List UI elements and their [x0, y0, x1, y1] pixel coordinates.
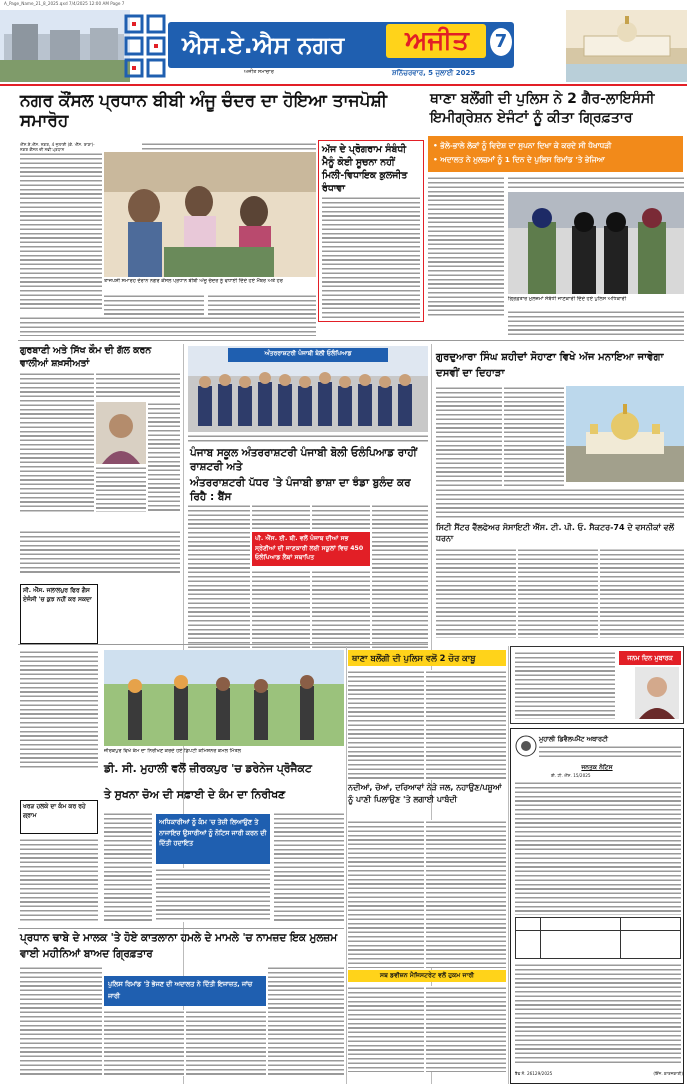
- ad-table-divider: [620, 918, 621, 958]
- olympiad-col1: [188, 504, 250, 650]
- pradhan-col2: [104, 1010, 184, 1076]
- immigration-text-col1: [428, 176, 504, 318]
- olympiad-col2b: [252, 570, 310, 650]
- main-article-col-top: [142, 142, 316, 152]
- gas-text: [20, 650, 98, 770]
- birthday-photo: [635, 667, 679, 719]
- ad-ref: ਈ. ਟੀ. ਐੱਸ. 15/2025: [551, 773, 591, 778]
- olympiad-highlight-text: ਪੀ. ਐੱਸ. ਈ. ਬੀ. ਵਲੋਂ ਪੰਜਾਬ ਦੀਆਂ ਸਭ ਸ੍ਰੇਣੀਆਂ ਦੀ ਜਾਣਕਾਰੀ ਲਈ ਸਕੂਲਾਂ ਵਿਚ 450 ਓਲੰਪਿਆਡ ਲੈਬਾਂ ਸਥਾਪਿਤ: [255, 535, 364, 561]
- rule-3: [18, 928, 344, 929]
- olympiad-headline-2: ਅੰਤਰਰਾਸ਼ਟਰੀ ਪੱਧਰ 'ਤੇ ਪੰਜਾਬੀ ਭਾਸ਼ਾ ਦਾ ਝੰਡਾ ਬੁਲੰਦ ਕਰ ਰਿਹੈ : ਬੈਂਸ: [190, 477, 411, 503]
- authority-logo: [515, 735, 537, 757]
- masthead: [0, 10, 687, 82]
- gurdwara-photo: [566, 386, 684, 482]
- immigration-headline: ਥਾਣਾ ਬਲੌਂਗੀ ਦੀ ਪੁਲਿਸ ਨੇ 2 ਗੈਰ-ਲਾਇਸੰਸੀ ਇਮੀਗ੍ਰੇਸ਼ਨ ਏਜੰਟਾਂ ਨੂੰ ਕੀਤਾ ਗ੍ਰਿਫ਼ਤਾਰ: [430, 91, 655, 126]
- main-article-bottom-row: [20, 316, 316, 336]
- masthead-tagline: ਅਜੀਤ ਸਮਾਚਾਰ: [244, 69, 274, 75]
- gurbani-text-bottom: [20, 530, 180, 574]
- immigration-bullets: [428, 136, 683, 172]
- stabbing-headline: ਥਾਣਾ ਬਲੌਂਗੀ ਦੀ ਪੁਲਿਸ ਵਲੋਂ 2 ਚੋਰ ਕਾਬੂ: [352, 653, 476, 663]
- paper-name: ਅਜੀਤ: [405, 26, 469, 56]
- birthday-title: ਜਨਮ ਦਿਨ ਮੁਬਾਰਕ: [627, 654, 673, 662]
- olympiad-col3b: [312, 570, 370, 650]
- ad-address: [539, 745, 681, 759]
- immigration-caption: ਗ੍ਰਿਫ਼ਤਾਰ ਮੁਲਜ਼ਮਾਂ ਸੰਬੰਧੀ ਜਾਣਕਾਰੀ ਦਿੰਦੇ ਹੋਏ ਪੁਲਿਸ ਅਧਿਕਾਰੀ: [508, 296, 627, 302]
- olympiad-col4: [372, 504, 428, 650]
- dc-headline-2: ਤੇ ਸੁਖਨਾ ਚੋਅ ਦੀ ਸਫ਼ਾਈ ਦੇ ਕੰਮ ਦਾ ਨਿਰੀਖਣ: [104, 788, 286, 801]
- col-rule-mid2: [508, 646, 509, 1084]
- kharar-box: [20, 800, 98, 834]
- gurbani-text-col1: [20, 372, 94, 512]
- birthday-box: [510, 646, 684, 724]
- ad-table-divider: [516, 930, 680, 931]
- water-col1: [348, 820, 424, 968]
- ad-title: ਮੁਹਾਲੀ ਡਿਵੈਲਪਮੈਂਟ ਅਥਾਰਟੀ: [539, 735, 608, 743]
- columnist-photo: [96, 402, 146, 464]
- dc-inspection-photo: [104, 650, 344, 746]
- pradhan-col3: [186, 1010, 266, 1076]
- stabbing-col2: [426, 670, 506, 780]
- dc-photo-caption: ਜ਼ੀਰਕਪੁਰ ਵਿਖੇ ਕੰਮ ਦਾ ਨਿਰੀਖਣ ਕਰਦੇ ਹੋਏ ਡਿਪਟੀ ਕਮਿਸ਼ਨਰ ਕੋਮਲ ਮਿੱਤਲ: [104, 748, 242, 754]
- pradhan-col4: [268, 966, 344, 1076]
- police-bar: [104, 976, 266, 1006]
- section-title: ਐਸ.ਏ.ਐਸ ਨਗਰ: [182, 31, 345, 59]
- masthead-date: ਸ਼ਨਿੱਚਰਵਾਰ, 5 ਜੁਲਾਈ 2025: [392, 69, 476, 77]
- sidebar-box-text: [322, 196, 420, 318]
- pradhan-col1: [20, 966, 102, 1076]
- immigration-text-top: [508, 176, 684, 190]
- olympiad-photo-caption: [188, 434, 428, 442]
- water-bottom-col1: [348, 986, 424, 1072]
- olympiad-col2: [252, 504, 310, 530]
- dc-callout: [156, 814, 270, 864]
- ad-footer-right: (ਇੰਜ. ਕਾਰਜਕਾਰੀ): [653, 1071, 683, 1076]
- dc-callout-text: ਅਧਿਕਾਰੀਆਂ ਨੂੰ ਕੰਮ 'ਚ ਤੇਜ਼ੀ ਲਿਆਉਣ ਤੇ ਨਾਜਾਇਜ਼ ਉਸਾਰੀਆਂ ਨੂੰ ਨੋਟਿਸ ਜਾਰੀ ਕਰਨ ਦੀ ਦਿੱਤੀ ਹਦਾਇਤ: [159, 818, 267, 848]
- page-number: 7: [490, 28, 512, 56]
- ad-body: [515, 781, 681, 915]
- main-article-col1: [20, 152, 102, 312]
- water-col2: [426, 820, 506, 968]
- main-article-photo: [104, 152, 316, 277]
- masthead-rule: [0, 84, 687, 86]
- rule-2: [18, 644, 428, 645]
- immigration-bullet: • ਭੋਲੇ-ਭਾਲੇ ਲੋਕਾਂ ਨੂੰ ਵਿਦੇਸ਼ ਦਾ ਸੁਪਨਾ ਦਿਖਾ ਕੇ ਕਰਦੇ ਸੀ ਧੋਖਾਧੜੀ: [433, 141, 612, 150]
- olympiad-highlight: [252, 532, 370, 566]
- water-headline: ਨਦੀਆਂ, ਚੋਆਂ, ਦਰਿਆਵਾਂ ਨੇੜੇ ਜਲ, ਨਹਾਉਣ/ਪਸ਼ੂਆਂ ਨੂੰ ਪਾਣੀ ਪਿਲਾਉਣ 'ਤੇ ਲਗਾਈ ਪਾਬੰਦੀ: [348, 783, 502, 804]
- gurbani-text-col3: [148, 402, 180, 512]
- police-bar-text: ਪੁਲਿਸ ਰਿਮਾਂਡ 'ਤੇ ਭੇਜਣ ਦੀ ਅਦਾਲਤ ਨੇ ਦਿੱਤੀ ਇਜਾਜ਼ਤ, ਜਾਂਚ ਜਾਰੀ: [108, 980, 253, 1000]
- gurbani-headline: ਗੁਰਬਾਣੀ ਅਤੇ ਸਿੱਖ ਕੌਮ ਦੀ ਗੱਲ ਕਰਨ ਵਾਲੀਆਂ ਸ਼ਖ਼ਸੀਅਤਾਂ: [20, 345, 152, 369]
- stabbing-col1: [348, 670, 424, 780]
- gurdwara-headline: ਗੁਰਦੁਆਰਾ ਸਿੰਘ ਸ਼ਹੀਦਾਂ ਸੋਹਾਣਾ ਵਿਖੇ ਅੱਜ ਮਨਾਇਆ ਜਾਵੇਗਾ ਦਸਵੀਂ ਦਾ ਦਿਹਾੜਾ: [436, 352, 664, 379]
- building-skyline-left-image: [0, 10, 130, 82]
- main-photo-caption: ਤਾਜਪੋਸ਼ੀ ਸਮਾਰੋਹ ਦੌਰਾਨ ਨਗਰ ਕੌਂਸਲ ਪ੍ਰਧਾਨ ਬੀਬੀ ਅੰਜੂ ਚੰਦਰ ਨੂੰ ਵਧਾਈ ਦਿੰਦੇ ਹੋਏ ਮੈਂਬਰ ਅਤੇ ਹੋਰ: [104, 278, 283, 284]
- olympiad-banner-text: ਅੰਤਰਰਾਸ਼ਟਰੀ ਪੰਜਾਬੀ ਬੋਲੀ ਓਲੰਪਿਆਡ: [264, 350, 352, 357]
- pradhan-headline: ਪ੍ਰਧਾਨ ਢਾਬੇ ਦੇ ਮਾਲਕ 'ਤੇ ਹੋਏ ਕਾਤਲਾਨਾ ਹਮਲੇ ਦੇ ਮਾਮਲੇ 'ਚ ਨਾਮਜ਼ਦ ਇਕ ਮੁਲਜ਼ਮ ਵਾਈ ਮਹੀਨਿਆਂ ਬਾਅਦ ਗ੍ਰਿਫ਼ਤਾਰ: [20, 932, 338, 960]
- sector74-col1: [436, 548, 516, 638]
- dc-text-col2b: [156, 868, 270, 922]
- col-rule-mid: [346, 646, 347, 1084]
- immigration-text-bottom: [508, 310, 684, 336]
- print-header: A_Page_Name_21_8_2025.qxd 7/4/2025 12:00 AM Page 7: [4, 1, 125, 6]
- byline-main: ਐੱਸ.ਏ.ਐੱਸ. ਨਗਰ, 4 ਜੁਲਾਈ (ਕੇ. ਐੱਸ. ਰਾਣਾ)- ਨਗਰ ਕੌਂਸਲ ਦੀ ਨਵੀਂ ਪ੍ਰਧਾਨ: [20, 142, 95, 152]
- public-notice-ad: [510, 728, 684, 1084]
- gurdwara-text-bottom: [436, 488, 684, 518]
- ad-footer-left: ਰੈਫ ਨੰ. 26129/2025: [515, 1071, 553, 1076]
- gas-box: [20, 584, 98, 644]
- olympiad-headline-1: ਪੰਜਾਬ ਸਕੂਲ ਅੰਤਰਰਾਸ਼ਟਰੀ ਪੰਜਾਬੀ ਬੋਲੀ ਓਲੰਪਿਆਡ ਰਾਹੀਂ ਰਾਸ਼ਟਰੀ ਅਤੇ: [190, 447, 417, 473]
- kharar-box-title: ਖਰੜ ਹਲਕੇ ਦਾ ਕੰਮ ਕਰ ਰਹੇ ਗ੍ਰਾਮ: [23, 803, 86, 819]
- ad-table: [515, 917, 681, 959]
- ad-subtitle: ਜਨਤਕ ਨੋਟਿਸ: [581, 764, 613, 771]
- olympiad-col3: [312, 504, 370, 530]
- ad-table-divider: [540, 918, 541, 958]
- sector74-headline: ਸਿਟੀ ਸੈਂਟਰ ਵੈੱਲਫੇਅਰ ਸੋਸਾਇਟੀ ਐੱਸ. ਟੀ. ਪੀ. ਓ. ਸੈਕਟਰ-74 ਦੇ ਵਸਨੀਕਾਂ ਵਲੋਂ ਧਰਨਾ: [436, 523, 675, 543]
- ad-body-2: [515, 963, 681, 1063]
- immigration-photo: [508, 192, 684, 294]
- main-headline: ਨਗਰ ਕੌਂਸਲ ਪ੍ਰਧਾਨ ਬੀਬੀ ਅੰਜੂ ਚੰਦਰ ਦਾ ਹੋਇਆ ਤਾਜਪੋਸ਼ੀ ਸਮਾਰੋਹ: [20, 91, 387, 131]
- kharar-text: [20, 838, 98, 922]
- rule-1: [18, 340, 684, 341]
- gurdwara-text-col2: [504, 386, 564, 486]
- water-bar: [348, 970, 506, 982]
- gurdwara-image-right: [566, 10, 687, 82]
- sector74-col2: [518, 548, 598, 638]
- gurbani-text-col4: [96, 466, 146, 512]
- gurdwara-text-col1: [436, 386, 502, 486]
- gas-box-title: ਸੀ. ਐੱਸ. ਜਲਾਲਪੁਰ ਫਿਰ ਗੈਸ ਏਜੰਸੀ 'ਚ ਕੁਝ ਨਹੀਂ ਕਰ ਸਕਦਾ: [23, 587, 92, 603]
- gurbani-text-col2: [96, 372, 180, 400]
- immigration-bullet: • ਅਦਾਲਤ ਨੇ ਮੁਲਜ਼ਮਾਂ ਨੂੰ 1 ਦਿਨ ਦੇ ਪੁਲਿਸ ਰਿਮਾਂਡ 'ਤੇ ਭੇਜਿਆ: [433, 155, 605, 164]
- water-bottom-col2: [426, 986, 506, 1072]
- sector74-col3: [600, 548, 684, 638]
- dc-text-col3: [274, 812, 344, 922]
- sidebar-box-title: ਅੱਜ ਦੇ ਪ੍ਰੋਗਰਾਮ ਸੰਬੰਧੀ ਮੈਨੂੰ ਕੋਈ ਸੂਚਨਾ ਨਹੀਂ ਮਿਲੀ-ਵਿਧਾਇਕ ਕੁਲਜੀਤ ਰੰਧਾਵਾ: [322, 144, 408, 194]
- dc-headline-1: ਡੀ. ਸੀ. ਮੁਹਾਲੀ ਵਲੋਂ ਜ਼ੀਰਕਪੁਰ 'ਚ ਡਰੇਨੇਜ ਪ੍ਰੋਜੈਕਟ: [104, 762, 312, 775]
- birthday-text: [515, 651, 615, 719]
- dc-text-col1: [104, 812, 152, 922]
- water-bar-text: ਸਬ ਡਵੀਜ਼ਨ ਮੈਜਿਸਟਰੇਟ ਵਲੋਂ ਹੁਕਮ ਜਾਰੀ: [379, 972, 475, 979]
